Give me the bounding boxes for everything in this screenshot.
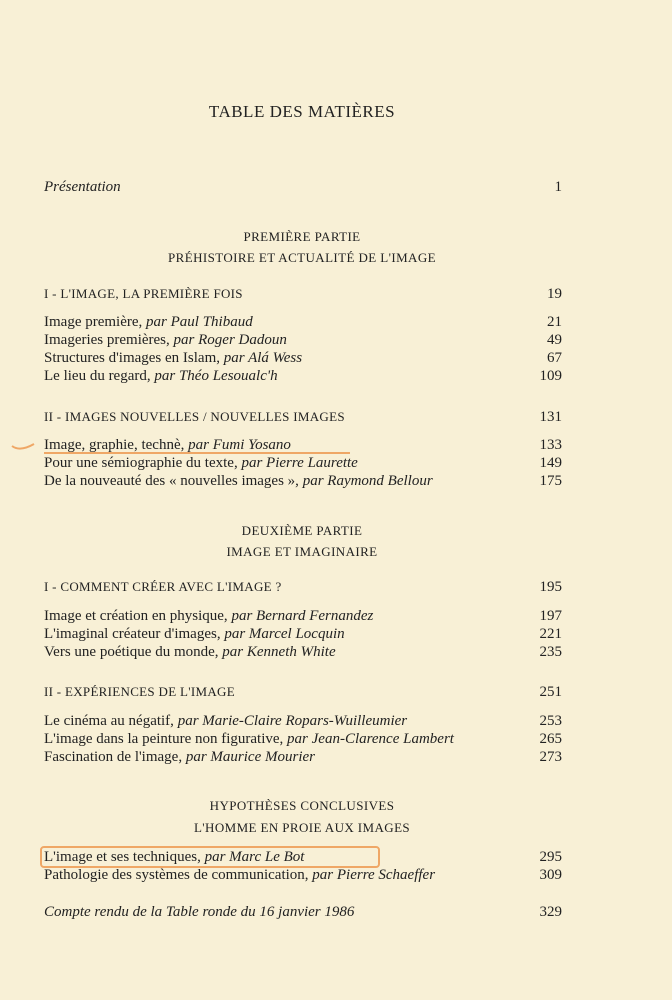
entry-author: par Pierre Schaeffer — [312, 867, 436, 883]
entry-page: 235 — [539, 644, 562, 660]
section-label: II - EXPÉRIENCES DE L'IMAGE — [44, 684, 235, 699]
section-heading[interactable] — [44, 683, 562, 701]
entry-page: 149 — [539, 455, 562, 471]
toc-entry-presentation[interactable] — [44, 178, 562, 196]
entry-page: 109 — [539, 368, 562, 384]
entry-page: 49 — [547, 332, 562, 348]
part-heading: PREMIÈRE PARTIE — [243, 229, 361, 244]
part-subheading: IMAGE ET IMAGINAIRE — [226, 544, 378, 559]
entry-title: Le cinéma au négatif, — [44, 713, 174, 729]
toc-entry[interactable] — [44, 625, 562, 643]
part-subheading: L'HOMME EN PROIE AUX IMAGES — [193, 820, 411, 835]
entry-author: par Marcel Locquin — [224, 626, 345, 642]
entry-title: Vers une poétique du monde, — [44, 644, 219, 660]
entry-author: par Théo Lesoualc'h — [154, 368, 278, 384]
entry-title: Présentation — [44, 179, 121, 195]
entry-title: Pour une sémiographie du texte, — [44, 455, 238, 471]
entry-author: par Maurice Mourier — [185, 749, 315, 765]
toc-entry[interactable] — [44, 349, 562, 367]
page-title: TABLE DES MATIÈRES — [208, 102, 396, 121]
entry-author: par Paul Thibaud — [146, 314, 253, 330]
section-heading[interactable] — [44, 408, 562, 426]
entry-title: Imageries premières, — [44, 332, 170, 348]
entry-author: par Roger Dadoun — [173, 332, 287, 348]
entry-author: par Pierre Laurette — [241, 455, 358, 471]
toc-entry[interactable] — [44, 643, 562, 661]
entry-page: 197 — [539, 608, 562, 624]
section-page: 251 — [539, 684, 562, 700]
entry-page: 133 — [539, 437, 562, 453]
entry-author: par Raymond Bellour — [302, 473, 433, 489]
entry-title: Image, graphie, technè, — [44, 437, 185, 453]
entry-author: par Marie-Claire Ropars-Wuilleumier — [177, 713, 408, 729]
entry-page: 1 — [554, 179, 562, 195]
entry-author: par Bernard Fernandez — [231, 608, 374, 624]
entry-page: 329 — [539, 904, 562, 920]
toc-entry[interactable] — [44, 454, 562, 472]
part-subheading: PRÉHISTOIRE ET ACTUALITÉ DE L'IMAGE — [168, 250, 436, 265]
entry-page: 295 — [539, 849, 562, 865]
toc-entry[interactable] — [44, 331, 562, 349]
entry-title: Image première, — [44, 314, 143, 330]
section-page: 195 — [539, 579, 562, 595]
toc-entry-closing[interactable] — [44, 903, 562, 921]
toc-entry[interactable] — [44, 866, 562, 884]
entry-title: L'image et ses techniques, — [44, 849, 201, 865]
toc-entry[interactable] — [44, 730, 562, 748]
entry-author: par Marc Le Bot — [204, 849, 305, 865]
section-heading[interactable] — [44, 285, 562, 303]
entry-title: Fascination de l'image, — [44, 749, 183, 765]
toc-entry[interactable] — [44, 436, 562, 454]
entry-page: 309 — [539, 867, 562, 883]
entry-title: Compte rendu de la Table ronde du 16 janvier 1986 — [44, 904, 355, 920]
part-heading: DEUXIÈME PARTIE — [241, 523, 363, 538]
entry-author: par Kenneth White — [222, 644, 336, 660]
toc-entry[interactable] — [44, 472, 562, 490]
entry-author: par Jean-Clarence Lambert — [287, 731, 454, 747]
entry-title: L'image dans la peinture non figurative, — [44, 731, 284, 747]
entry-title: Image et création en physique, — [44, 608, 228, 624]
entry-title: Pathologie des systèmes de communication, — [44, 867, 309, 883]
part-heading: HYPOTHÈSES CONCLUSIVES — [209, 798, 395, 813]
section-label: I - COMMENT CRÉER AVEC L'IMAGE ? — [44, 579, 282, 594]
toc-entry[interactable] — [44, 748, 562, 766]
section-page: 19 — [547, 286, 562, 302]
section-label: II - IMAGES NOUVELLES / NOUVELLES IMAGES — [44, 409, 345, 424]
section-label: I - L'IMAGE, LA PREMIÈRE FOIS — [44, 286, 243, 301]
entry-author: par Alá Wess — [223, 350, 303, 366]
entry-page: 67 — [547, 350, 562, 366]
toc-entry[interactable] — [44, 607, 562, 625]
entry-title: Structures d'images en Islam, — [44, 350, 220, 366]
toc-entry[interactable] — [44, 367, 562, 385]
entry-page: 175 — [539, 473, 562, 489]
toc-entry[interactable] — [44, 712, 562, 730]
entry-author: par Fumi Yosano — [188, 437, 291, 453]
section-heading[interactable] — [44, 578, 562, 596]
margin-pencil-mark — [10, 440, 36, 452]
entry-title: L'imaginal créateur d'images, — [44, 626, 221, 642]
entry-title: De la nouveauté des « nouvelles images », — [44, 473, 299, 489]
entry-page: 253 — [539, 713, 562, 729]
entry-page: 221 — [539, 626, 562, 642]
entry-page: 273 — [539, 749, 562, 765]
entry-page: 21 — [547, 314, 562, 330]
toc-entry[interactable] — [44, 313, 562, 331]
section-page: 131 — [539, 409, 562, 425]
entry-page: 265 — [539, 731, 562, 747]
entry-title: Le lieu du regard, — [44, 368, 151, 384]
toc-entry[interactable] — [44, 848, 562, 866]
